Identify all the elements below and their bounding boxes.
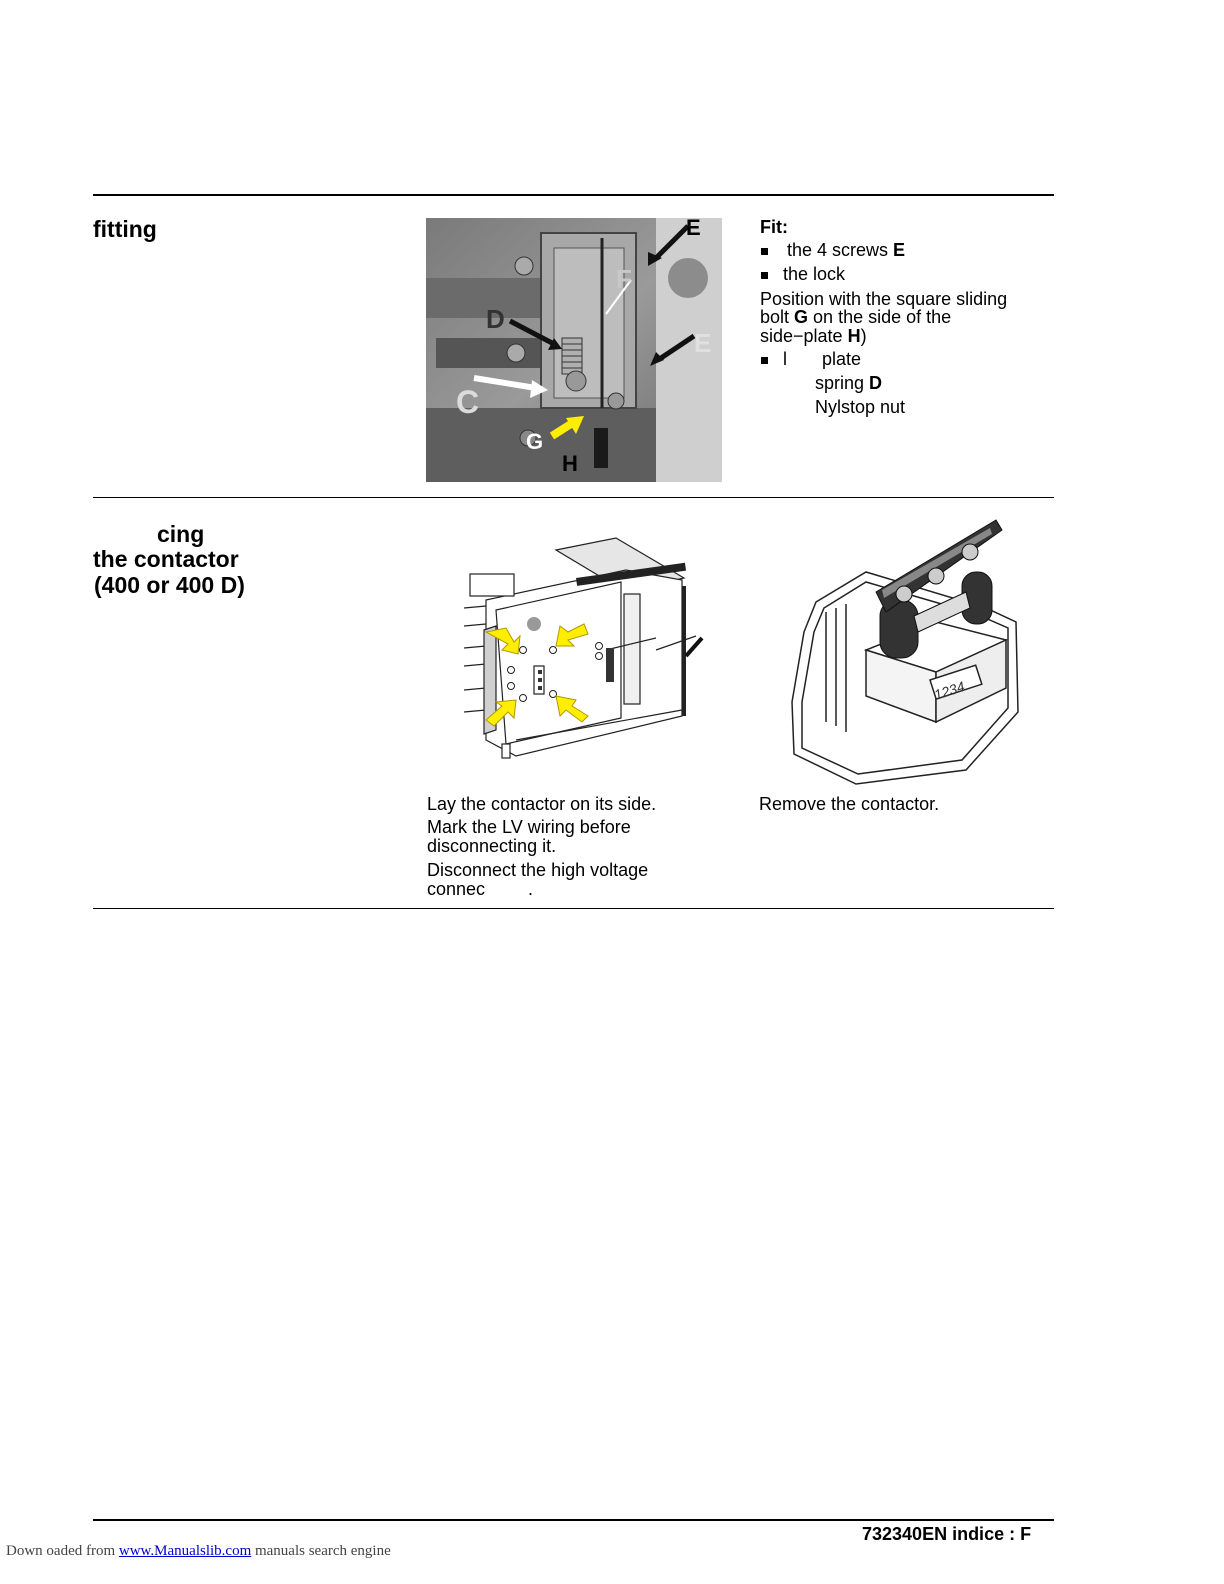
download-source: Down oaded from www.Manualslib.com manuals search engine (6, 1543, 391, 1559)
footer-rule (93, 1519, 1054, 1521)
drawing-label-1234: 1234 (931, 678, 967, 703)
photo-label-d: D (486, 304, 505, 334)
caption-disconnect-period: . (528, 879, 534, 899)
section-title-line2: the contactor (93, 546, 239, 572)
fit-item-plate-a: l (783, 349, 787, 369)
section-title-line1: cing (157, 521, 205, 547)
fit-item-nylstop: Nylstop nut (815, 397, 906, 417)
spring-d-coil (562, 338, 582, 374)
document-code: 732340EN indice : F (862, 1524, 1032, 1544)
middle-rule (93, 497, 1054, 498)
section-title-line3: (400 or 400 D) (94, 572, 245, 598)
fit-item-spring: spring D (815, 373, 883, 393)
bullet-marker (761, 248, 768, 255)
photo-label-c: C (456, 384, 480, 420)
photo-label-g: G (526, 429, 544, 454)
contactor-side-drawing (456, 530, 712, 766)
caption-disconnect-line2: connec (427, 879, 486, 899)
fit-item-screws: the 4 screws E (787, 240, 906, 260)
photo-label-f: F (616, 264, 632, 294)
position-instruction-line1: Position with the square sliding (760, 289, 1008, 309)
bottom-rule (93, 908, 1054, 909)
caption-remove-contactor: Remove the contactor. (759, 794, 940, 814)
manualslib-link[interactable]: www.Manualslib.com (118, 1543, 252, 1559)
caption-lay-side: Lay the contactor on its side. (427, 794, 657, 814)
photo-label-e-top: E (686, 218, 701, 240)
fit-item-plate-b: plate (822, 349, 862, 369)
fit-heading: Fit: (760, 217, 788, 237)
section-title-fitting: fitting (93, 216, 157, 242)
fit-item-lock: the lock (783, 264, 846, 284)
contactor-removed-drawing (786, 512, 1024, 788)
bullet-marker (761, 272, 768, 279)
caption-mark-wiring-line1: Mark the LV wiring before (427, 817, 631, 837)
lock-fitting-photo (426, 218, 722, 482)
photo-label-h: H (562, 451, 578, 476)
caption-disconnect-line1: Disconnect the high voltage (427, 860, 649, 880)
top-rule (93, 194, 1054, 196)
position-instruction-line2: bolt G on the side of the (760, 307, 952, 327)
bullet-marker (761, 357, 768, 364)
photo-label-e-right: E (694, 328, 712, 358)
position-instruction-line3: side−plate H) (760, 326, 867, 346)
caption-mark-wiring-line2: disconnecting it. (427, 836, 557, 856)
